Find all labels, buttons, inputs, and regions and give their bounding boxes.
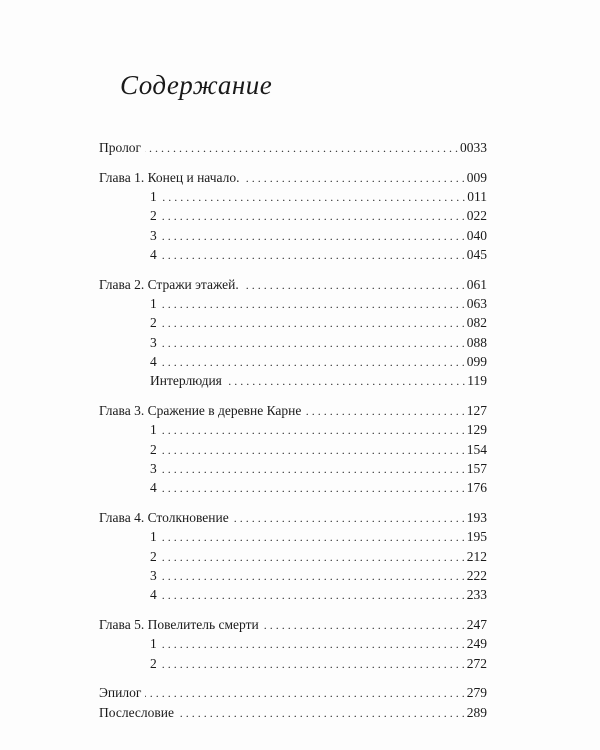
toc-section: [99, 275, 487, 391]
toc-subentry[interactable]: [99, 206, 487, 225]
toc-entry-label: 3: [150, 460, 157, 476]
toc-entry[interactable]: [99, 508, 487, 527]
toc-entry-label: Глава 1. Конец и начало.: [99, 169, 240, 185]
dot-leader: [161, 227, 465, 246]
toc-subentry[interactable]: [99, 226, 487, 245]
toc-entry-label: 1: [150, 296, 157, 312]
toc-page-number: 011: [467, 189, 487, 205]
toc-entry-label: Глава 2. Стражи этажей.: [99, 276, 239, 292]
toc-page-number: 249: [466, 636, 487, 652]
toc-page-number: 022: [466, 208, 487, 224]
toc-entry-label: 4: [150, 587, 157, 603]
toc-page-number: 222: [466, 567, 487, 583]
dot-leader: [226, 372, 465, 391]
toc-entry-label: 3: [150, 567, 157, 583]
toc-subentry[interactable]: [99, 187, 487, 206]
dot-leader: [305, 402, 464, 421]
toc-subentry[interactable]: [99, 459, 487, 478]
toc-page-number: 154: [466, 441, 487, 457]
toc-page-number: 157: [466, 460, 487, 476]
dot-leader: [161, 635, 465, 654]
toc-subentry[interactable]: [99, 420, 487, 439]
toc-entry-label: 1: [150, 529, 157, 545]
toc-subentry[interactable]: [99, 566, 487, 585]
toc-entry-label: 2: [150, 208, 157, 224]
toc-page-number: 127: [466, 403, 487, 419]
toc-page-number: 088: [466, 334, 487, 350]
toc-entry-label: 2: [150, 655, 157, 671]
dot-leader: [161, 460, 465, 479]
toc-section: [99, 138, 487, 157]
dot-leader: [161, 441, 465, 460]
dot-leader: [161, 567, 465, 586]
dot-leader: [161, 246, 465, 265]
dot-leader: [145, 684, 464, 703]
toc-entry-label: Глава 3. Сражение в деревне Карне: [99, 403, 302, 419]
toc-subentry[interactable]: [99, 634, 487, 653]
toc-entry-label: Глава 4. Столкновение: [99, 510, 229, 526]
toc-page-number: 279: [466, 685, 487, 701]
toc-entry-label: 1: [150, 422, 157, 438]
toc-subentry[interactable]: [99, 245, 487, 264]
toc-page-number: 063: [466, 296, 487, 312]
toc-entry-label: 4: [150, 480, 157, 496]
toc-entry[interactable]: [99, 615, 487, 634]
dot-leader: [161, 295, 465, 314]
toc-entry-label: 2: [150, 548, 157, 564]
toc-entry[interactable]: [99, 138, 487, 157]
toc-entry-label: 1: [150, 636, 157, 652]
toc-page-number: 129: [466, 422, 487, 438]
toc-entry-label: Интерлюдия: [150, 373, 222, 389]
toc-entry-label: 2: [150, 441, 157, 457]
toc-section: [99, 401, 487, 497]
toc-entry-label: Глава 5. Повелитель смерти: [99, 617, 259, 633]
toc-entry-label: 3: [150, 334, 157, 350]
dot-leader: [161, 479, 465, 498]
toc-subentry[interactable]: [99, 654, 487, 673]
toc-entry-label: 4: [150, 353, 157, 369]
toc-page-number: 247: [466, 617, 487, 633]
dot-leader: [161, 314, 465, 333]
toc-page-number: 289: [466, 704, 487, 720]
table-of-contents: [99, 138, 487, 733]
toc-entry-label: 1: [150, 189, 157, 205]
toc-page-number: 099: [466, 353, 487, 369]
toc-subentry[interactable]: [99, 371, 487, 390]
toc-page-number: 272: [466, 655, 487, 671]
toc-entry-label: 4: [150, 246, 157, 262]
toc-page-number: 233: [466, 587, 487, 603]
toc-subentry[interactable]: [99, 352, 487, 371]
dot-leader: [243, 276, 465, 295]
toc-subentry[interactable]: [99, 527, 487, 546]
toc-entry-label: 2: [150, 315, 157, 331]
toc-subentry[interactable]: [99, 478, 487, 497]
toc-entry-label: Эпилог: [99, 685, 142, 701]
dot-leader: [233, 509, 465, 528]
toc-page-number: 061: [466, 276, 487, 292]
toc-subentry[interactable]: [99, 333, 487, 352]
toc-page-number: 176: [466, 480, 487, 496]
toc-page-number: 212: [466, 548, 487, 564]
dot-leader: [161, 655, 465, 674]
toc-page-number: 193: [466, 510, 487, 526]
toc-section: [99, 683, 487, 722]
toc-page-number: 195: [466, 529, 487, 545]
toc-entry[interactable]: [99, 683, 487, 702]
toc-entry[interactable]: [99, 275, 487, 294]
toc-subentry[interactable]: [99, 313, 487, 332]
toc-page-number: 045: [466, 246, 487, 262]
toc-section: [99, 168, 487, 264]
toc-subentry[interactable]: [99, 294, 487, 313]
toc-entry-label: Пролог: [99, 140, 142, 155]
toc-subentry[interactable]: [99, 440, 487, 459]
dot-leader: [161, 353, 465, 372]
toc-entry[interactable]: [99, 168, 487, 187]
toc-subentry[interactable]: [99, 585, 487, 604]
dot-leader: [161, 528, 465, 547]
toc-entry-label: Послесловие: [99, 704, 174, 720]
toc-page-number: 009: [466, 169, 487, 185]
toc-subentry[interactable]: [99, 547, 487, 566]
dot-leader: [145, 139, 458, 158]
toc-section: [99, 508, 487, 604]
dot-leader: [161, 421, 465, 440]
toc-page-number: 0033: [460, 140, 487, 155]
toc-section: [99, 615, 487, 673]
dot-leader: [161, 188, 466, 207]
dot-leader: [161, 548, 465, 567]
dot-leader: [161, 207, 465, 226]
toc-page-number: 040: [466, 227, 487, 243]
dot-leader: [263, 616, 465, 635]
dot-leader: [178, 704, 465, 723]
toc-page-number: 119: [467, 373, 487, 389]
page-title: Содержание: [120, 70, 273, 100]
toc-entry-label: 3: [150, 227, 157, 243]
dot-leader: [161, 586, 465, 605]
dot-leader: [161, 334, 465, 353]
toc-page-number: 082: [466, 315, 487, 331]
toc-entry[interactable]: [99, 401, 487, 420]
toc-entry[interactable]: [99, 703, 487, 722]
dot-leader: [244, 169, 465, 188]
